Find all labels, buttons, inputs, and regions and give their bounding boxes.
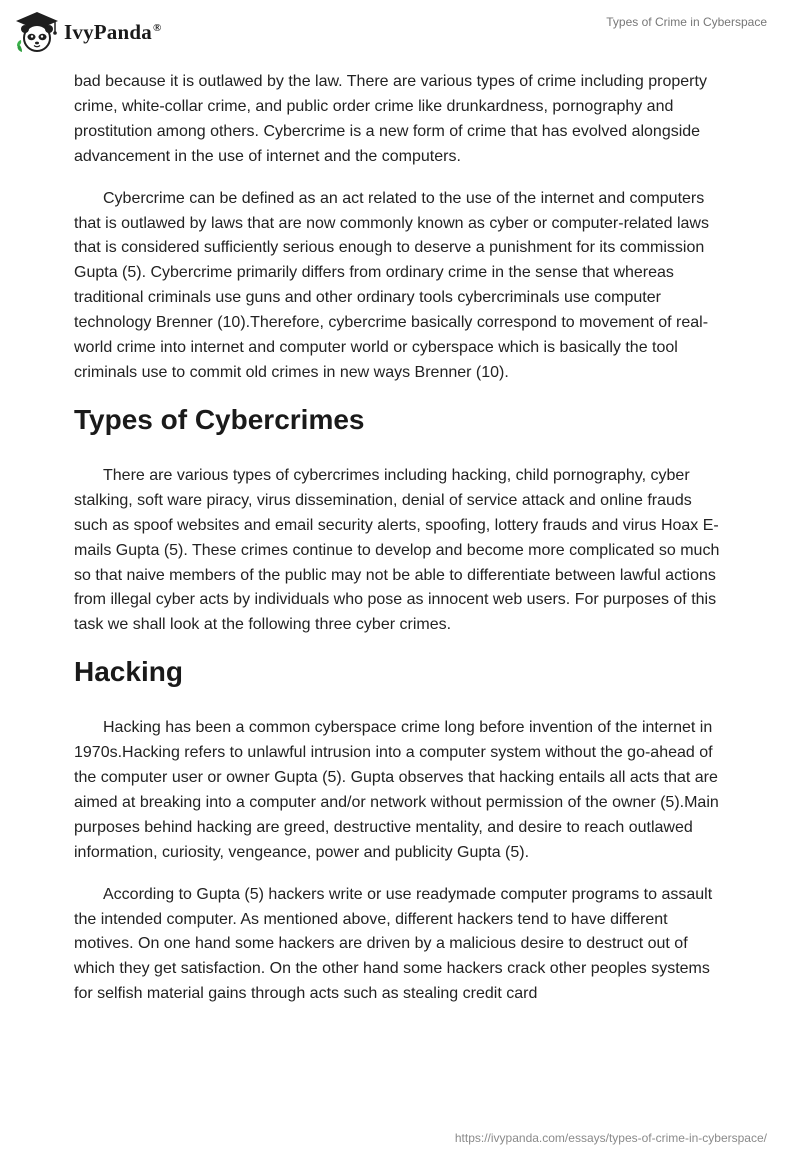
source-url[interactable]: https://ivypanda.com/essays/types-of-crime-in-cyberspace/ [454,1131,767,1145]
paragraph: According to Gupta (5) hackers write or use readymade computer programs to assault the intended computer. As mentioned above, different hackers tend to have different motives. On one hand some hackers are driven by a malicious desire to destruct out of which they get satisfaction. On the other hand some hackers crack other peoples systems for selfish material gains through acts such as stealing credit card [74,885,713,1003]
document-title: Types of Crime in Cyberspace [606,15,767,29]
paragraph: Cybercrime can be defined as an act related to the use of the internet and computers that is outlawed by laws that are now commonly known as cyber or computer-related laws that is considered sufficiently serious enough to deserve a punishment for its commission Gupta (5). Cybercrime primarily differs from ordinary crime in the sense that whereas traditional criminals use guns and other ordinary tools cybercriminals use computer technology Brenner (10).Therefore, cybercrime basically correspond to movement of real-world crime into internet and computer world or cyberspace which is basically the tool criminals use to commit old crimes in new ways Brenner (10). [74,189,709,381]
panda-graduate-icon [14,10,60,54]
paragraph: There are various types of cybercrimes including hacking, child pornography, cyber stalking, soft ware piracy, virus dissemination, denial of service attack and online frauds such as spoof websites and email security alerts, spoofing, lottery frauds and virus Hoax E-mails Gupta (5). These crimes continue to develop and become more complicated so much so that naive members of the public may not be able to differentiate between lawful actions from illegal cyber acts by individuals who pose as innocent web users. For purposes of this task we shall look at the following three cyber crimes. [74,466,720,634]
essay-content [74,70,728,1024]
brand-name-text: IvyPanda [64,19,152,44]
section-heading-types: Types of Cybercrimes [74,403,365,435]
registered-mark: ® [152,21,162,34]
ivypanda-logo[interactable] [14,10,161,54]
brand-name [64,20,161,45]
paragraph: Hacking has been a common cyberspace crime long before invention of the internet in 1970s.Hacking refers to unlawful intrusion into a computer system without the go-ahead of the computer user or owner Gupta (5). Gupta observes that hacking entails all acts that are aimed at breaking into a computer and/or network without permission of the owner (5).Main purposes behind hacking are greed, destructive mentality, and desire to reach outlawed information, curiosity, vengeance, power and publicity Gupta (5). [74,719,719,861]
page-header [0,0,800,66]
paragraph: bad because it is outlawed by the law. There are various types of crime including property crime, white-collar crime, and public order crime like drunkardness, pornography and prostitution among others. Cybercrime is a new form of crime that has evolved alongside advancement in the use of internet and the computers. [74,73,707,165]
section-heading-hacking: Hacking [74,656,183,688]
